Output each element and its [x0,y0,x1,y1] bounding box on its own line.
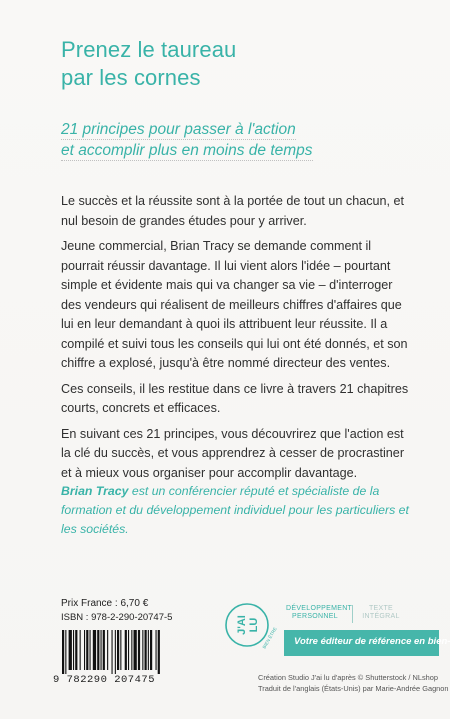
barcode-digits: 9 782290 207475 [53,674,156,686]
publisher-banner-text: Votre éditeur de référence en bien-être [294,636,468,647]
barcode [58,630,210,677]
barcode-bar [65,630,66,674]
barcode-bar [75,630,77,670]
category-tags [286,605,416,627]
barcode-bar [125,630,127,670]
blurb-paragraph-2: Jeune commercial, Brian Tracy se demande comment il pourrait réussir davantage. Il lui vient alors l'idée – pourtant simple et évidente mais qui va changer sa vie – d'interroger des vendeurs qui réalisent de meilleurs chiffres d'affaires que lui en leur demandant à quoi ils attribuent leur réussite. Il a compilé et suivi tous les conseils qui lui ont été donnés, et son chiffre a explosé, jusqu'à être nommé directeur des ventes. [61,239,408,370]
barcode-bar [156,630,157,670]
logo-ribbon-text: BIEN ÊTRE [261,626,278,650]
tag-developpement: DÉVELOPPEMENT PERSONNEL [286,605,353,620]
barcode-bar [148,630,149,670]
barcode-bar [131,630,132,670]
barcode-bar [145,630,147,670]
barcode-bar [103,630,105,670]
logo-text-1: J'AI [236,615,248,635]
barcode-bar [134,630,137,670]
barcode-bar [101,630,102,670]
barcode-bar [62,630,64,674]
tag-divider [352,605,353,623]
book-title [61,36,391,92]
logo-text-2: LU [248,617,260,633]
isbn: ISBN : 978-2-290-20747-5 [61,612,173,623]
barcode-bar [138,630,140,670]
price: Prix France : 6,70 € [61,598,149,609]
barcode-bar [142,630,143,670]
barcode-bar [80,630,81,670]
subtitle-line-1: 21 principes pour passer à l'action [61,121,296,138]
blurb-paragraph-4: En suivant ces 21 principes, vous découvrirez que l'action est la clé du succès, et vous apprendrez à cesser de procrastiner et à mieux vous organiser pour accomplir davantage. [61,426,405,480]
jai-lu-logo [223,601,278,653]
barcode-bar [107,630,108,670]
author-bio-text: est un conférencier réputé et spécialiste de la formation et du développement individuel pour les particuliers et les sociétés. [61,484,409,536]
barcode-bar [117,630,119,670]
book-subtitle [61,119,411,161]
barcode-bar [86,630,88,670]
author-name: Brian Tracy [61,484,129,498]
tag-texte-integral: TEXTE INTÉGRAL [362,605,400,620]
credit-translation: Traduit de l'anglais (États-Unis) par Marie-Andrée Gagnon [258,684,449,693]
barcode-bar [150,630,152,670]
price-block [61,598,206,623]
barcode-bar [84,630,85,670]
barcode-bar [158,630,160,674]
barcode-bar [112,630,113,674]
blurb [61,192,411,489]
subtitle-line-2: et accomplir plus en moins de temps [61,142,313,159]
barcode-bar [69,630,72,670]
barcode-bar [120,630,121,670]
blurb-paragraph-1: Le succès et la réussite sont à la portée de tout un chacun, et nul besoin de grandes études pour y arriver. [61,194,405,228]
blurb-paragraph-3: Ces conseils, il les restitue dans ce livre à travers 21 chapitres courts, concrets et efficaces. [61,381,409,415]
title-line-1: Prenez le taureau [61,37,237,62]
barcode-bar [73,630,74,670]
title-line-2: par les cornes [61,65,201,90]
author-bio [61,482,411,539]
credits [258,672,449,694]
barcode-bar [97,630,99,670]
barcode-bar [115,630,116,674]
credit-design: Création Studio J'ai lu d'après © Shutterstock / NLshop [258,673,438,682]
barcode-bar [90,630,91,670]
barcode-bar [93,630,96,670]
barcode-bar [128,630,129,670]
